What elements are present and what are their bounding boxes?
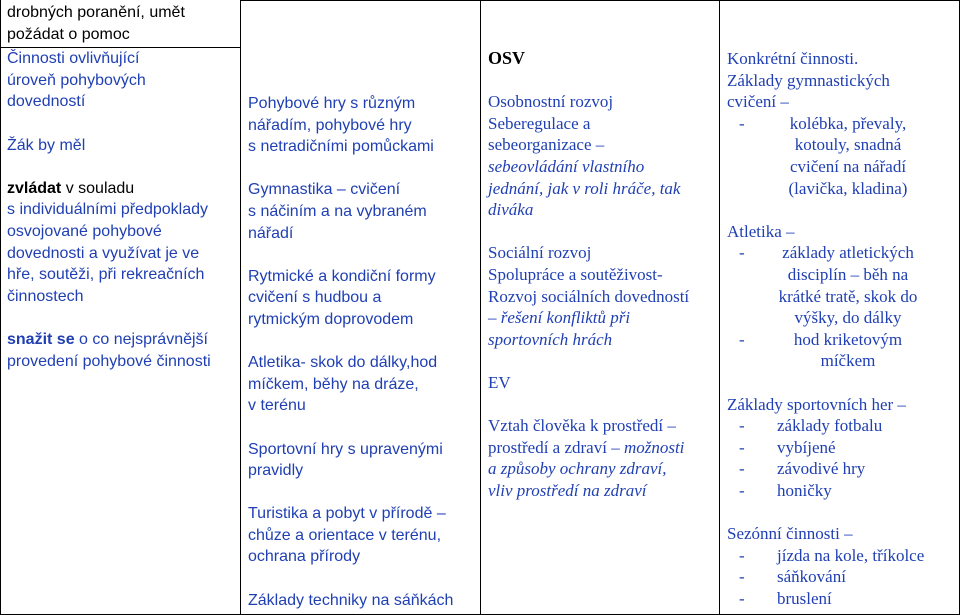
column-curriculum [248, 93, 480, 611]
list-text: disciplín – běh na [787, 264, 909, 284]
list-item [727, 307, 957, 329]
list-text: cvičení na nářadí [789, 156, 907, 176]
list-text: hod kriketovým [793, 329, 903, 349]
list-item [727, 113, 957, 135]
list-item [727, 415, 957, 437]
text-line: Základy gymnastických [727, 70, 890, 90]
text-span: o co nejsprávnější [74, 330, 208, 348]
table-border-left [0, 0, 1, 615]
list-text: základy fotbalu [777, 416, 883, 436]
text-line: hře, soutěži, při rekreačních [7, 266, 205, 284]
list-text: kotouly, snadná [794, 135, 902, 155]
text-line: Spolupráce a soutěživost- [488, 264, 663, 284]
text-line: Turistika a pobyt v přírodě – [248, 505, 446, 523]
text-line: nářadím, pohybové hry [248, 116, 412, 134]
list-text: míčkem [820, 351, 876, 371]
text-line: Atletika – [727, 221, 795, 241]
text-line: činnostech [7, 287, 84, 305]
bullet-dash: - [739, 437, 745, 457]
bullet-dash: - [739, 459, 745, 479]
ev-heading: EV [488, 372, 511, 392]
text-line: požádat o pomoc [7, 25, 130, 43]
list-item [727, 242, 957, 264]
bullet-dash: - [739, 588, 745, 608]
section-heading: dovedností [7, 93, 86, 111]
text-line: – řešení konfliktů při [488, 308, 631, 328]
text-line: Pohybové hry s různým [248, 95, 416, 112]
bullet-dash: - [739, 243, 745, 263]
text-line: Atletika- skok do dálky,hod [248, 354, 438, 372]
list-text: bruslení [777, 588, 832, 608]
keyword: snažit se [7, 330, 75, 348]
text-span: v souladu [61, 179, 135, 197]
text-line: sportovních hrách [488, 329, 613, 349]
text-line: cvičení s hudbou a [248, 289, 382, 307]
bullet-dash: - [739, 113, 745, 133]
text-line: diváka [488, 200, 534, 220]
list-text: sáňkování [777, 567, 846, 587]
text-line: osvojované pohybové [7, 222, 162, 240]
column-cross-curricular [488, 48, 718, 501]
list-text: kolébka, převaly, [789, 113, 907, 133]
column-outcomes [7, 2, 239, 372]
text-line: Rytmické a kondiční formy [248, 267, 436, 285]
osv-heading: OSV [488, 48, 526, 68]
text-line: s individuálními předpoklady [7, 201, 208, 219]
text-line: v terénu [248, 397, 306, 415]
outcome-text [7, 329, 239, 351]
text-line: a způsoby ochrany zdraví, [488, 459, 667, 479]
text-line: drobných poranění, umět [7, 4, 185, 21]
text-line: s netradičními pomůckami [248, 138, 434, 156]
text-line: Seberegulace a [488, 113, 591, 133]
text-span: prostředí a zdraví – [488, 437, 624, 457]
list-item [727, 350, 957, 372]
bullet-dash: - [739, 416, 745, 436]
text-line: chůze a orientace v terénu, [248, 526, 442, 544]
list-item [727, 286, 957, 308]
text-line: Základy techniky na sáňkách [248, 591, 454, 609]
table-border-top [240, 0, 960, 1]
list-text: (lavička, kladina) [788, 178, 908, 198]
list-item [727, 329, 957, 351]
list-text: výšky, do dálky [794, 308, 902, 328]
pupil-label: Žák by měl [7, 136, 86, 154]
list-item [727, 566, 957, 588]
text-line: Gymnastika – cvičení [248, 181, 401, 199]
text-line: vliv prostředí na zdraví [488, 480, 647, 500]
list-item [727, 156, 957, 178]
list-text: vybíjené [777, 437, 836, 457]
text-line: dovednosti a využívat je ve [7, 244, 200, 262]
list-item [727, 458, 957, 480]
bullet-dash: - [739, 545, 745, 565]
list-item [727, 437, 957, 459]
list-item [727, 545, 957, 567]
text-line: cvičení – [727, 92, 789, 112]
text-line: Vztah člověka k prostředí – [488, 416, 676, 436]
text-line: Základy sportovních her – [727, 394, 906, 414]
text-line: sebeovládání vlastního [488, 156, 645, 176]
list-item [727, 134, 957, 156]
list-item [727, 178, 957, 200]
column-divider-3 [719, 0, 720, 615]
text-line: jednání, jak v roli hráče, tak [488, 178, 681, 198]
text-line: Konkrétní činnosti. [727, 49, 859, 68]
text-line: Sociální rozvoj [488, 243, 592, 263]
text-line: Rozvoj sociálních dovedností [488, 286, 690, 306]
keyword: zvládat [7, 179, 62, 197]
list-text: krátké tratě, skok do [778, 286, 918, 306]
text-line: míčkem, běhy na dráze, [248, 375, 419, 393]
text-span: možnosti [623, 437, 685, 457]
text-line: Sportovní hry s upravenými [248, 440, 443, 458]
text-line: rytmickým doprovodem [248, 310, 414, 328]
text-line: provedení pohybové činnosti [7, 352, 211, 370]
list-text: jízda na kole, tříkolce [777, 545, 925, 565]
list-text: základy atletických [782, 243, 914, 263]
list-item [727, 588, 957, 610]
section-heading: úroveň pohybových [7, 71, 146, 89]
list-item [727, 264, 957, 286]
text-line: Sezónní činnosti – [727, 524, 853, 544]
list-text: honičky [777, 480, 832, 500]
outcome-text [7, 178, 239, 200]
bullet-dash: - [739, 567, 745, 587]
text-line: Osobnostní rozvoj [488, 92, 614, 112]
bullet-dash: - [739, 480, 745, 500]
text-line: pravidly [248, 462, 304, 480]
column-divider-1 [240, 0, 241, 615]
list-text: závodivé hry [777, 459, 866, 479]
text-line [488, 437, 718, 459]
list-item [727, 480, 957, 502]
text-line: nářadí [248, 224, 294, 242]
text-line: s náčiním a na vybraném [248, 202, 427, 220]
text-line: ochrana přírody [248, 548, 361, 566]
section-heading: Činnosti ovlivňující [7, 50, 140, 68]
text-line: sebeorganizace – [488, 135, 605, 155]
column-activities [727, 48, 957, 609]
bullet-dash: - [739, 329, 745, 349]
column-divider-2 [480, 0, 481, 615]
